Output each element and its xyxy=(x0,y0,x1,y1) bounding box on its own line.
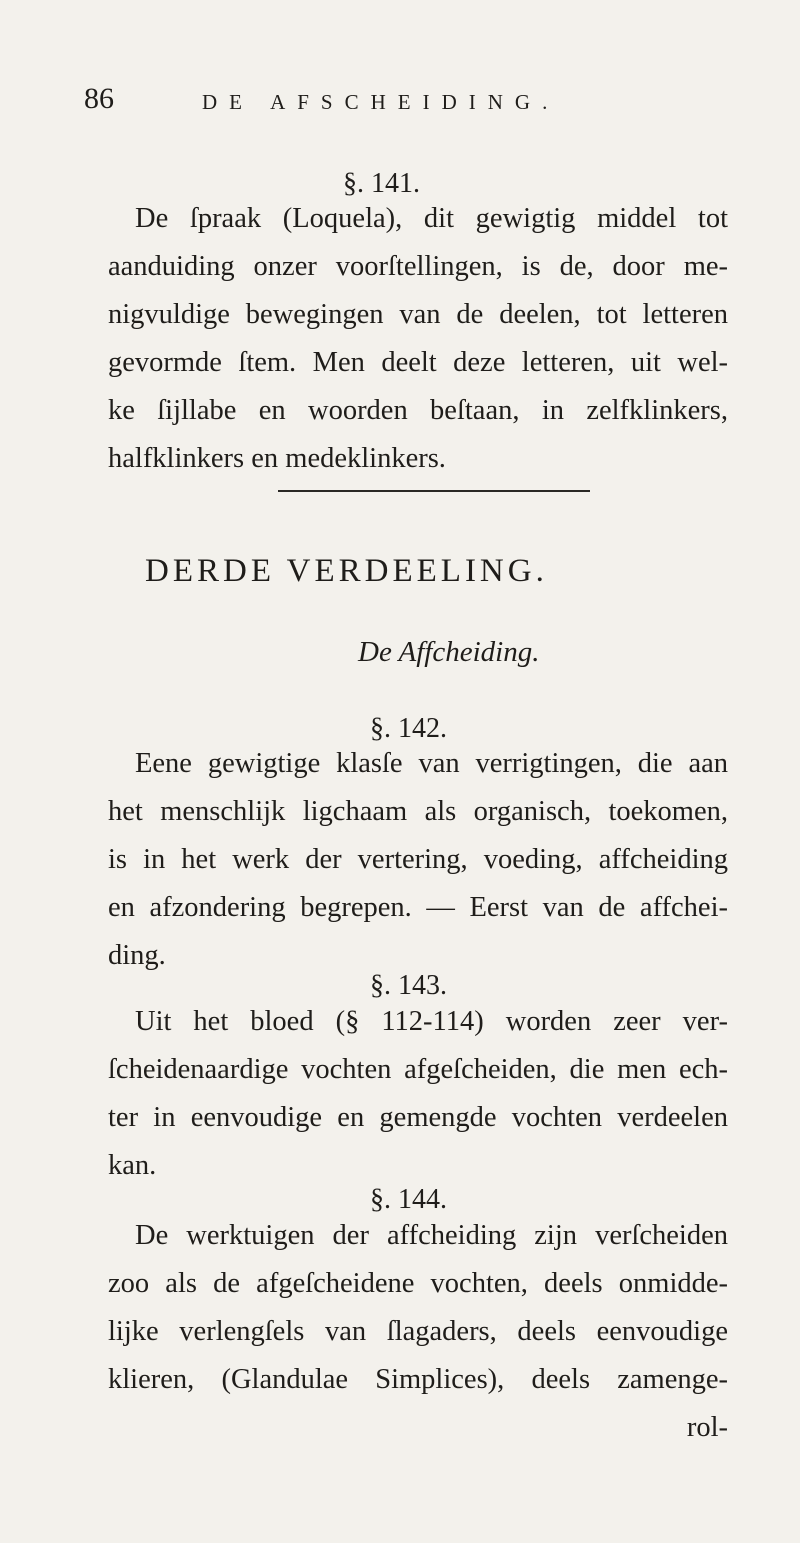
paragraph-line: De werktuigen der affcheiding zijn verſcheiden xyxy=(135,1220,728,1251)
paragraph-142 xyxy=(108,740,728,980)
paragraph-line: zoo als de afgeſcheidene vochten, deels onmidde- xyxy=(108,1268,728,1299)
section-number-142: §. 142. xyxy=(370,713,447,744)
paragraph-line: De ſpraak (Loquela), dit gewigtig middel tot xyxy=(135,203,728,234)
page-header xyxy=(84,82,704,122)
paragraph-141 xyxy=(108,195,728,483)
paragraph-line: en afzondering begrepen. — Eerst van de affchei- xyxy=(108,892,728,923)
section-number-141: §. 141. xyxy=(343,168,420,199)
paragraph-line: ſcheidenaardige vochten afgeſcheiden, die men ech- xyxy=(108,1054,728,1085)
paragraph-line: aanduiding onzer voorſtellingen, is de, door me- xyxy=(108,251,728,282)
section-divider xyxy=(278,490,590,492)
paragraph-line: lijke verlengſels van ſlagaders, deels eenvoudige xyxy=(108,1316,728,1347)
paragraph-line: het menschlijk ligchaam als organisch, toekomen, xyxy=(108,796,728,827)
part-heading: DERDE VERDEELING. xyxy=(145,553,548,589)
paragraph-line: Uit het bloed (§ 112-114) worden zeer ver- xyxy=(135,1006,728,1037)
section-number-143: §. 143. xyxy=(370,970,447,1001)
paragraph-line: ding. xyxy=(108,940,166,971)
section-number-144: §. 144. xyxy=(370,1184,447,1215)
paragraph-line: ter in eenvoudige en gemengde vochten verdeelen xyxy=(108,1102,728,1133)
paragraph-line: nigvuldige bewegingen van de deelen, tot letteren xyxy=(108,299,728,330)
paragraph-line: klieren, (Glandulae Simplices), deels zamenge- xyxy=(108,1364,728,1395)
paragraph-143 xyxy=(108,998,728,1190)
catchword: rol- xyxy=(686,1412,728,1443)
running-title: DE AFSCHEIDING. xyxy=(202,90,560,114)
paragraph-line: kan. xyxy=(108,1150,157,1181)
paragraph-line: halfklinkers en medeklinkers. xyxy=(108,443,446,474)
paragraph-line: is in het werk der vertering, voeding, affcheiding xyxy=(108,844,728,875)
paragraph-line: gevormde ſtem. Men deelt deze letteren, uit wel- xyxy=(108,347,728,378)
page-number: 86 xyxy=(84,82,114,115)
part-subtitle: De Affcheiding. xyxy=(358,636,540,668)
paragraph-144 xyxy=(108,1212,728,1452)
paragraph-line: ke ſijllabe en woorden beſtaan, in zelfklinkers, xyxy=(108,395,728,426)
paragraph-line: Eene gewigtige klasſe van verrigtingen, die aan xyxy=(135,748,728,779)
